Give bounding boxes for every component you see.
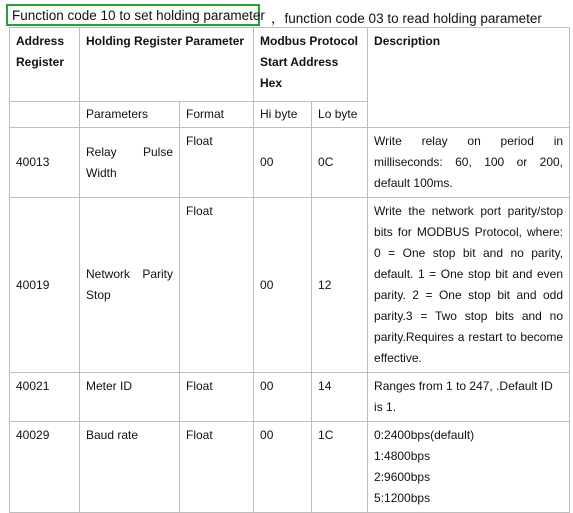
- subheader-format: Format: [180, 102, 254, 128]
- cell-hi-byte: 00: [254, 198, 312, 373]
- subheader-lo-byte: Lo byte: [312, 102, 368, 128]
- cell-hi-byte: 00: [254, 373, 312, 422]
- cell-description: Write the network port parity/stop bits for MODBUS Protocol, where: 0 = One stop bit and no parity, default. 1 = One stop bit and even parity. 2 = One stop bit and odd parity.3 = Two stop bits and no parity.Requires a restart to become effective.: [368, 198, 570, 373]
- table-row: [10, 422, 570, 513]
- cell-lo-byte: 14: [312, 373, 368, 422]
- cell-format: Float: [180, 128, 254, 198]
- cell-hi-byte: 00: [254, 422, 312, 513]
- cell-description: Write relay on period in milliseconds: 60, 100 or 200, default 100ms.: [368, 128, 570, 198]
- table-row: [10, 198, 570, 373]
- header-holding-register-parameter: Holding Register Parameter: [80, 28, 254, 102]
- cell-address: 40029: [10, 422, 80, 513]
- baud-option: 1:4800bps: [374, 449, 431, 463]
- cell-format: Float: [180, 373, 254, 422]
- header-description: Description: [368, 28, 570, 128]
- cell-address: 40021: [10, 373, 80, 422]
- cell-parameter: Meter ID: [80, 373, 180, 422]
- cell-format: Float: [180, 422, 254, 513]
- subheader-empty: [10, 102, 80, 128]
- cell-lo-byte: 0C: [312, 128, 368, 198]
- cell-address: 40019: [10, 198, 80, 373]
- header-address-register: Address Register: [10, 28, 80, 102]
- cell-lo-byte: 12: [312, 198, 368, 373]
- cell-parameter: Baud rate: [80, 422, 180, 513]
- table-row: [10, 373, 570, 422]
- cell-parameter: Relay Pulse Width: [80, 128, 180, 198]
- caption-highlight: Function code 10 to set holding parameter: [6, 4, 260, 26]
- baud-option: 5:1200bps: [374, 491, 431, 505]
- table-row: [10, 128, 570, 198]
- subheader-hi-byte: Hi byte: [254, 102, 312, 128]
- header-row: [10, 28, 570, 102]
- cell-description: [368, 422, 570, 513]
- cell-hi-byte: 00: [254, 128, 312, 198]
- cell-format: Float: [180, 198, 254, 373]
- header-modbus-start-address: Modbus Protocol Start Address Hex: [254, 28, 368, 102]
- caption: [0, 0, 573, 28]
- baud-option: 0:2400bps(default): [374, 428, 475, 442]
- cell-lo-byte: 1C: [312, 422, 368, 513]
- caption-rest: ，function code 03 to read holding parameter: [271, 11, 542, 26]
- subheader-parameters: Parameters: [80, 102, 180, 128]
- cell-address: 40013: [10, 128, 80, 198]
- cell-parameter: Network Parity Stop: [80, 198, 180, 373]
- holding-register-table: [9, 27, 570, 513]
- cell-description: Ranges from 1 to 247, .Default ID is 1.: [368, 373, 570, 422]
- baud-option: 2:9600bps: [374, 470, 431, 484]
